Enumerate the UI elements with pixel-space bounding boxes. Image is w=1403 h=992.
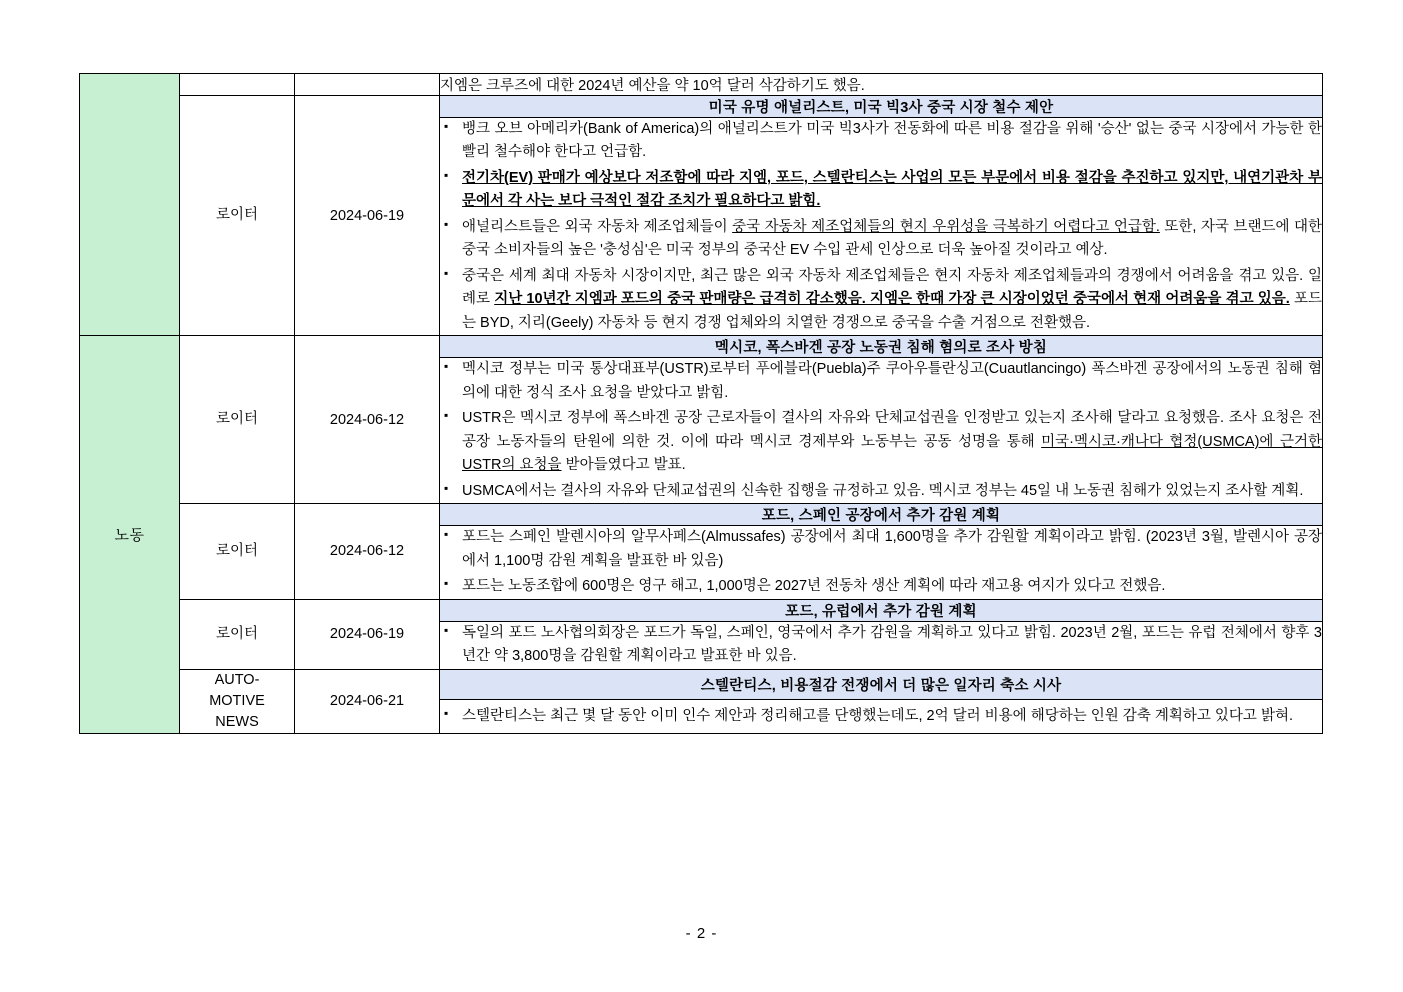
bullet-item: ▪ 애널리스트들은 외국 자동차 제조업체들이 중국 자동차 제조업체들의 현지 우위성을 극복하기 어렵다고 언급함. 또한, 자국 브랜드에 대한 중국 소비자들의 높은 '충성심'은 미국 정부의 중국산 EV 수입 관세 인상으로 더욱 높아질 것이라고 예상. <box>440 216 1322 263</box>
bullet-item: ▪ 포드는 스페인 발렌시아의 알무사페스(Almussafes) 공장에서 최대 1,600명을 추가 감원할 계획이라고 밝힘. (2023년 3월, 발렌시아 공장에서 1,100명 감원 계획을 발표한 바 있음) <box>440 526 1322 573</box>
source-cell: AUTO- MOTIVE NEWS <box>180 669 295 733</box>
bullet-item: ▪ 뱅크 오브 아메리카(Bank of America)의 애널리스트가 미국 빅3사가 전동화에 따른 비용 절감을 위해 '승산' 없는 중국 시장에서 가능한 한 빨리 철수해야 한다고 언급함. <box>440 118 1322 165</box>
date-cell: 2024-06-19 <box>295 96 440 336</box>
headline-cell: 포드, 스페인 공장에서 추가 감원 계획 <box>440 504 1323 526</box>
bullet-item: ▪ 포드는 노동조합에 600명은 영구 해고, 1,000명은 2027년 전동차 생산 계획에 따라 재고용 여지가 있다고 전했음. <box>440 575 1322 598</box>
page-number: - 2 - <box>685 925 718 942</box>
source-cell: 로이터 <box>180 96 295 336</box>
category-cell-labor: 노동 <box>80 336 180 733</box>
source-cell: 로이터 <box>180 504 295 599</box>
headline-cell: 미국 유명 애널리스트, 미국 빅3사 중국 시장 철수 제안 <box>440 96 1323 118</box>
bullet-item: ▪ 독일의 포드 노사협의회장은 포드가 독일, 스페인, 영국에서 추가 감원을 계획하고 있다고 밝힘. 2023년 2월, 포드는 유럽 전체에서 향후 3년간 약 3,800명을 감원할 계획이라고 발표한 바 있음. <box>440 622 1322 669</box>
date-cell: 2024-06-19 <box>295 599 440 669</box>
bullet-item: ▪ 스텔란티스는 최근 몇 달 동안 이미 인수 제안과 정리해고를 단행했는데도, 2억 달러 비용에 해당하는 인원 감축 계획하고 있다고 밝혀. <box>440 705 1322 728</box>
category-cell-top <box>80 74 180 336</box>
bullet-list <box>440 118 1322 335</box>
bullet-item: ▪ USMCA에서는 결사의 자유와 단체교섭권의 신속한 집행을 규정하고 있음. 멕시코 정부는 45일 내 노동권 침해가 있었는지 조사할 계획. <box>440 480 1322 503</box>
source-cell <box>180 74 295 96</box>
source-cell: 로이터 <box>180 336 295 504</box>
date-cell <box>295 74 440 96</box>
table-row <box>80 504 1323 526</box>
table-row <box>80 336 1323 358</box>
source-cell: 로이터 <box>180 599 295 669</box>
body-cell: 지엠은 크루즈에 대한 2024년 예산을 약 10억 달러 삭감하기도 했음. <box>440 74 1323 96</box>
date-cell: 2024-06-21 <box>295 669 440 733</box>
document-page <box>79 73 1322 734</box>
bullet-list <box>440 526 1322 598</box>
headline-cell: 멕시코, 폭스바겐 공장 노동권 침해 혐의로 조사 방침 <box>440 336 1323 358</box>
news-table <box>79 73 1323 734</box>
bullet-item: ▪ 전기차(EV) 판매가 예상보다 저조함에 따라 지엠, 포드, 스텔란티스는 사업의 모든 부문에서 비용 절감을 추진하고 있지만, 내연기관차 부문에서 각 사는 보다 극적인 절감 조치가 필요하다고 밝힘. <box>440 167 1322 214</box>
bullet-item: ▪ USTR은 멕시코 정부에 폭스바겐 공장 근로자들이 결사의 자유와 단체교섭권을 인정받고 있는지 조사해 달라고 요청했음. 조사 요청은 전 공장 노동자들의 탄원에 의한 것. 이에 따라 멕시코 경제부와 노동부는 공동 성명을 통해 미국·멕시코·캐나다 협정(USMCA)에 근거한 USTR의 요청을 받아들였다고 발표. <box>440 407 1322 477</box>
bullet-list <box>440 358 1322 503</box>
headline-cell: 포드, 유럽에서 추가 감원 계획 <box>440 599 1323 621</box>
bullet-list <box>440 622 1322 669</box>
body-cell <box>440 699 1323 733</box>
table-row <box>80 96 1323 118</box>
bullet-item: ▪ 중국은 세계 최대 자동차 시장이지만, 최근 많은 외국 자동차 제조업체들은 현지 자동차 제조업체들과의 경쟁에서 어려움을 겪고 있음. 일례로 지난 10년간 지엠과 포드의 중국 판매량은 급격히 감소했음. 지엠은 한때 가장 큰 시장이었던 중국에서 현재 어려움을 겪고 있음. 포드는 BYD, 지리(Geely) 자동차 등 현지 경쟁 업체와의 치열한 경쟁으로 중국을 수출 거점으로 전환했음. <box>440 265 1322 335</box>
bullet-item: ▪ 멕시코 정부는 미국 통상대표부(USTR)로부터 푸에블라(Puebla)주 쿠아우틀란싱고(Cuautlancingo) 폭스바겐 공장에서의 노동권 침해 혐의에 대한 정식 조사 요청을 받았다고 밝힘. <box>440 358 1322 405</box>
table-row <box>80 599 1323 621</box>
date-cell: 2024-06-12 <box>295 504 440 599</box>
bullet-list <box>440 705 1322 728</box>
body-cell <box>440 621 1323 669</box>
headline-cell: 스텔란티스, 비용절감 전쟁에서 더 많은 일자리 축소 시사 <box>440 669 1323 699</box>
body-cell <box>440 358 1323 504</box>
body-cell <box>440 526 1323 599</box>
table-row <box>80 74 1323 96</box>
table-row <box>80 669 1323 699</box>
date-cell: 2024-06-12 <box>295 336 440 504</box>
body-cell <box>440 118 1323 336</box>
